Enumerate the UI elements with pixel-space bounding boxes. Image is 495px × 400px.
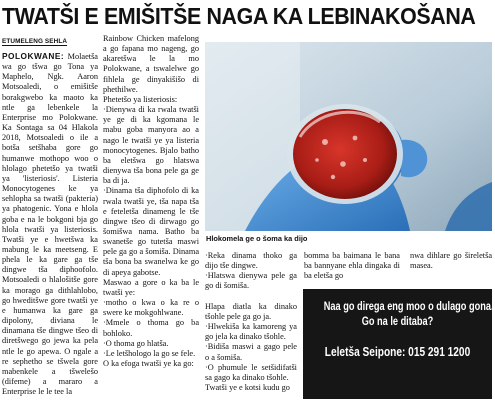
article-paragraph: Phetetšo ya listeriosis: bbox=[103, 94, 178, 104]
article-column-1 bbox=[2, 51, 98, 397]
article-paragraph: ·Dinama tša diphofolo di ka rwala twatši ye, tša napa tša e feteletša dinameng le tše dingwe tšeo di dirwago go šomišwa nama. Batho ba swanetše go tutetša maswi pele ga go a šomiša. Dinama tša bona ba swanelwa ke go di apeya gabotse. bbox=[103, 186, 199, 277]
article-column-2 bbox=[103, 34, 199, 369]
headline: TWATŠI E EMIŠITŠE NAGA KA LEBINAKOŠANA bbox=[2, 3, 476, 29]
article-paragraph: Rainbow Chicken mafelong a go fapana mo nageng, go akaretšwa le la mo Polokwane, a tswalelwe go fihlela ge dinyakišišo di phethilwe. bbox=[103, 34, 199, 94]
advert-contact: Leletša Seipone: 015 291 1200 bbox=[324, 344, 471, 359]
advert-box bbox=[303, 289, 492, 399]
article-column-4: bomma ba baimana le bana ba bannyane ehla dingaka di ba eletša go bbox=[304, 251, 400, 281]
photo-caption: Hlokomela ge o šoma ka dijo bbox=[206, 234, 308, 243]
article-paragraph: Maswao a gore o ka ba le twatši ye: bbox=[103, 277, 199, 297]
article-paragraph: ·motho o kwa o ka re o swere ke mokgohlwane. ·Mmele o thoma go ba bohloko. ·O thoma go hlatša. ·Le letšhologo la go se fele. bbox=[103, 298, 199, 358]
gloved-hand-petri-dish-image bbox=[205, 42, 492, 231]
article-paragraph: O ka efoga twatši ye ka go: bbox=[103, 359, 194, 368]
advert-line-1: Naa go direga eng moo o dulago gona. bbox=[323, 299, 494, 313]
dateline: POLOKWANE: bbox=[2, 51, 65, 61]
article-paragraph: ·Dienywa di ka rwala twatši ye ge di ka kgomana le mabu goba manyora ao a nago le twatši ye ya listeria monocytogenes. Bjalo batho ba eletšwa go hlatswa dienywa tša bona pele ga ge ba di ja. bbox=[103, 105, 199, 186]
article-column-3: ·Reka dinama thoko ga dijo tše dingwe. ·Hlatswa dienywa pele ga go di šomiša. Hlapa diatla ka dinako tšohle pele ga go ja. ·Hlwekiša ka kamoreng ya go jela ka dinako tšohle. ·Bidiša maswi a gago pele o a šomiša. ·O phumule le setšidifatši sa gago ka dinako tšohle. Twatši ye e kotsi kudu go bbox=[205, 251, 297, 393]
article-paragraph bbox=[2, 51, 98, 397]
article-column-5: nwa dihlare go šireletša masea. bbox=[410, 251, 492, 271]
advert-line-2: Go na le ditaba? bbox=[361, 314, 434, 328]
lab-photo bbox=[205, 42, 492, 231]
byline: ETUMELENG SEHLA bbox=[2, 38, 68, 45]
article-text: Molaetša wa go tšwa go Tona ya Maphelo, Ngk. Aaron Motsoaledi, o emišitše borakgwebo ka maoto ka ntle ga lebenkele la Enterprise mo Polokwane. Ka Sontaga sa 04 Hlakola 2018, Motsoaledi o ile a botša setšhaba gore go humanwe mothopo woo o hlolago phetetšo ya twatši ya 'listeriosis'. Listeria Monocytogenes ke ya sehlopha sa twatši (pakteria) ya phatogenic. Yona e hlola goba e na le bokgoni bja go hlola twatši ya listeriosis. Twatši ye e hwetšwa ka mabung le ka meetseng. E phela le ka gare ga tše dingwe tša diphoofolo. Motsoaledi o hlalošitše gore ka morago ga dithlahlobo, go hweditšwe gore twatši ye e humanwa ka gare ga dipolony, diviana le dinamana tše dingwe tšeo di diretšwego go jewa ka pela ntle le go apewa. O ngale a re sephetho se tšwela gore mabenkele a tšwelešo (difeme) a mararo a Enterprise le le tee la bbox=[2, 52, 98, 397]
